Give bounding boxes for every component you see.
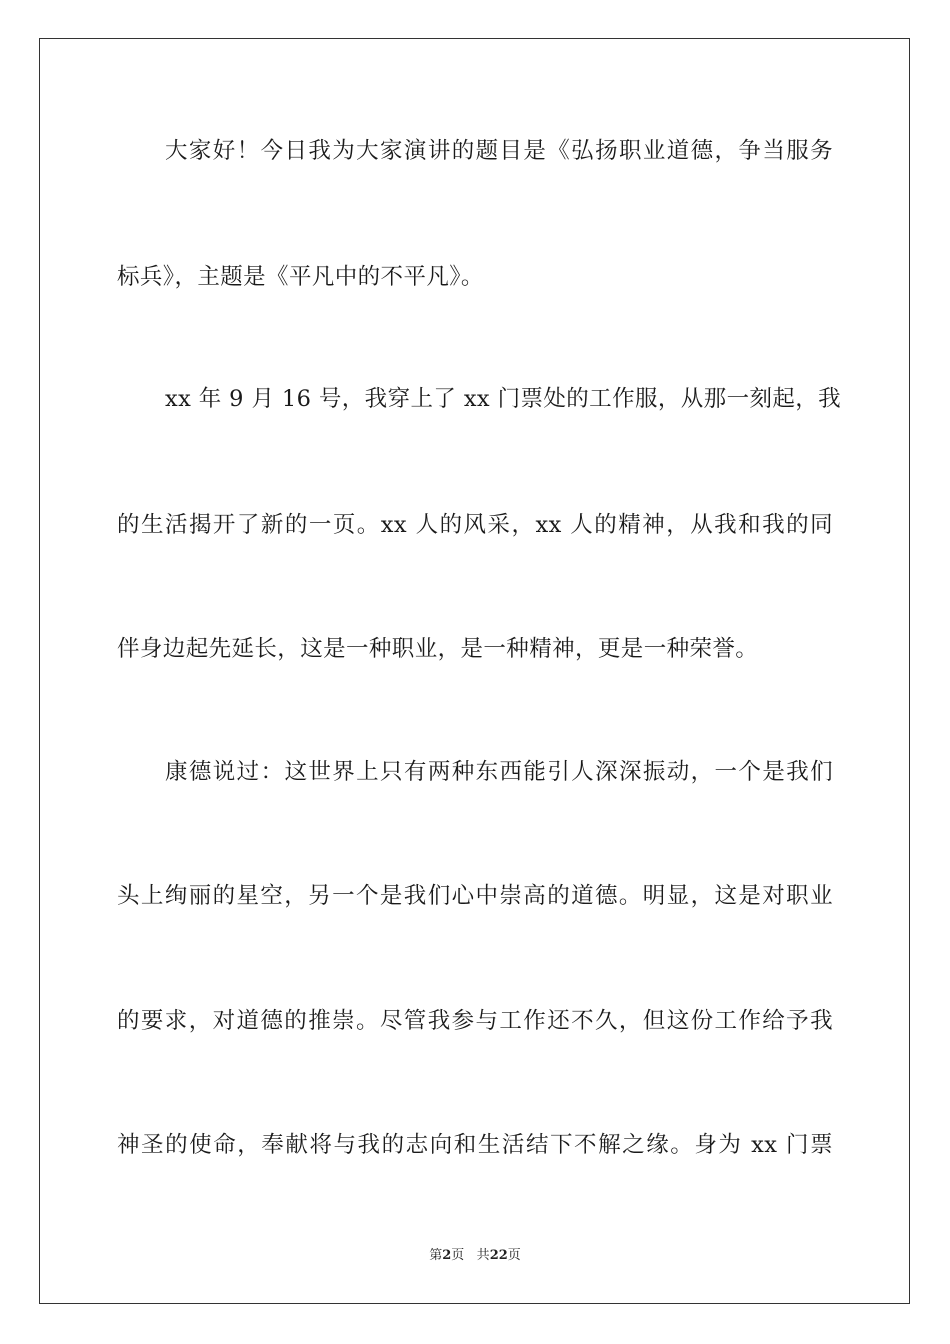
paragraph-2-line-2: 的生活揭开了新的一页。xx 人的风采，xx 人的精神，从我和我的同 xyxy=(117,512,833,538)
current-page-number: 2 xyxy=(442,1248,452,1263)
page-number-footer xyxy=(0,1247,950,1265)
paragraph-3-line-2: 头上绚丽的星空，另一个是我们心中崇高的道德。明显，这是对职业 xyxy=(117,883,833,909)
paragraph-3-line-4: 神圣的使命，奉献将与我的志向和生活结下不解之缘。身为 xx 门票 xyxy=(117,1132,833,1158)
footer-total-suffix: 页 xyxy=(507,1248,521,1263)
footer-prefix: 第 xyxy=(429,1248,443,1263)
paragraph-2-line-1: xx 年 9 月 16 号，我穿上了 xx 门票处的工作服，从那一刻起，我 xyxy=(165,386,842,412)
total-page-count: 22 xyxy=(489,1248,508,1263)
page-border xyxy=(39,38,910,1304)
paragraph-1-line-1: 大家好！今日我为大家演讲的题目是《弘扬职业道德，争当服务 xyxy=(165,138,833,164)
paragraph-1-line-2: 标兵》，主题是《平凡中的不平凡》。 xyxy=(117,264,484,290)
footer-page-suffix: 页 xyxy=(451,1248,465,1263)
paragraph-2-line-3: 伴身边起先延长，这是一种职业，是一种精神，更是一种荣誉。 xyxy=(117,636,759,662)
footer-total-prefix: 共 xyxy=(476,1248,490,1263)
paragraph-3-line-3: 的要求，对道德的推崇。尽管我参与工作还不久，但这份工作给予我 xyxy=(117,1008,833,1034)
paragraph-3-line-1: 康德说过：这世界上只有两种东西能引人深深振动，一个是我们 xyxy=(165,759,833,785)
